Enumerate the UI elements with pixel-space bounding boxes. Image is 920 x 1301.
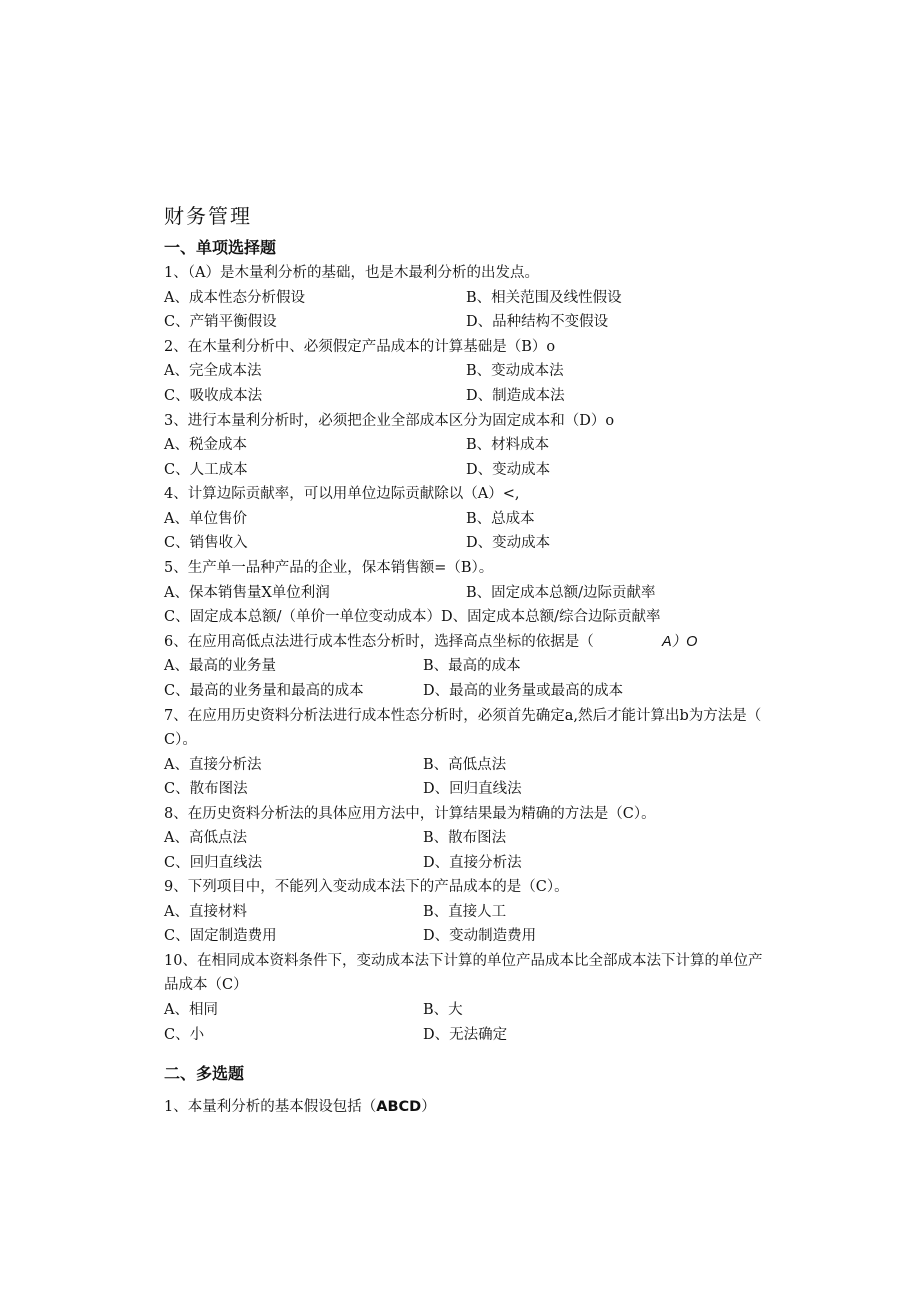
- question-3-option-b: B、材料成本: [466, 437, 550, 453]
- question-10-stem-continued: 品成本（C）: [164, 977, 248, 993]
- question-8-option-b: B、散布图法: [423, 830, 507, 846]
- question-1-option-a: A、成本性态分析假设: [164, 290, 305, 306]
- question-7-option-a: A、直接分析法: [164, 757, 262, 773]
- question-1-option-d: D、品种结构不变假设: [466, 314, 609, 330]
- question-9-option-b: B、直接人工: [423, 904, 507, 920]
- question-6-answer: A）O: [662, 634, 698, 650]
- question-6-option-c: C、最高的业务量和最高的成本: [164, 683, 364, 699]
- question-4-option-d: D、变动成本: [466, 535, 551, 551]
- question-10-option-d: D、无法确定: [423, 1027, 508, 1043]
- question-8-stem: 8、在历史资料分析法的具体应用方法中，计算结果最为精确的方法是（C）。: [164, 806, 656, 822]
- question-5-option-a: A、保本销售量X单位利润: [164, 585, 330, 601]
- question-7-option-d: D、回归直线法: [423, 781, 522, 797]
- question-5-option-b: B、固定成本总额/边际贡献率: [466, 585, 656, 601]
- question-4-option-c: C、销售收入: [164, 535, 248, 551]
- question-9-option-d: D、变动制造费用: [423, 928, 537, 944]
- question-3-option-c: C、人工成本: [164, 462, 248, 478]
- question-5-options-c-d: C、固定成本总额/（单价一单位变动成本）D、固定成本总额/综合边际贡献率: [164, 609, 661, 625]
- question-2-option-d: D、制造成本法: [466, 388, 565, 404]
- question-4-option-b: B、总成本: [466, 511, 535, 527]
- question-2-option-c: C、吸收成本法: [164, 388, 263, 404]
- question-8-option-a: A、高低点法: [164, 830, 247, 846]
- question-7-stem: 7、在应用历史资料分析法进行成本性态分析时，必须首先确定a,然后才能计算出b为方法是（: [164, 708, 762, 724]
- question-9-option-c: C、固定制造费用: [164, 928, 277, 944]
- question-2-stem: 2、在木量利分析中、必须假定产品成本的计算基础是（B）o: [164, 339, 556, 355]
- question-8-option-c: C、回归直线法: [164, 855, 263, 871]
- question-3-option-d: D、变动成本: [466, 462, 551, 478]
- question-3-option-a: A、税金成本: [164, 437, 247, 453]
- section-heading-multiple-choice: 二、多选题: [164, 1064, 245, 1083]
- question-10-stem: 10、在相同成本资料条件下，变动成本法下计算的单位产品成本比全部成本法下计算的单位产: [164, 953, 763, 969]
- question-4-option-a: A、单位售价: [164, 511, 247, 527]
- question-10-option-b: B、大: [423, 1002, 463, 1018]
- question-6-option-b: B、最高的成本: [423, 658, 521, 674]
- question-1-stem: 1、（A）是木量利分析的基础，也是木最利分析的出发点。: [164, 265, 539, 281]
- question-1-option-c: C、产销平衡假设: [164, 314, 277, 330]
- multi-question-1-text: 1、本量利分析的基本假设包括（: [164, 1099, 377, 1115]
- question-1-option-b: B、相关范围及线性假设: [466, 290, 622, 306]
- question-3-stem: 3、进行本量利分析时，必须把企业全部成本区分为固定成本和（D）o: [164, 413, 615, 429]
- question-4-stem: 4、计算边际贡献率，可以用单位边际贡献除以（A）<,: [164, 486, 520, 502]
- question-7-option-b: B、高低点法: [423, 757, 507, 773]
- question-7-option-c: C、散布图法: [164, 781, 248, 797]
- question-6-stem: 6、在应用高低点法进行成本性态分析时，选择高点坐标的依据是（: [164, 634, 594, 650]
- question-5-stem: 5、生产单一品种产品的企业，保本销售额=（B）。: [164, 560, 494, 576]
- question-9-stem: 9、下列项目中，不能列入变动成本法下的产品成本的是（C）。: [164, 879, 569, 895]
- question-6-option-a: A、最高的业务量: [164, 658, 276, 674]
- question-8-option-d: D、直接分析法: [423, 855, 522, 871]
- question-6-option-d: D、最高的业务量或最高的成本: [423, 683, 624, 699]
- question-9-option-a: A、直接材料: [164, 904, 247, 920]
- page-title: 财务管理: [164, 204, 252, 228]
- question-2-option-a: A、完全成本法: [164, 363, 262, 379]
- question-2-option-b: B、变动成本法: [466, 363, 564, 379]
- section-heading-single-choice: 一、单项选择题: [164, 238, 277, 257]
- multi-question-1-answer: ABCD: [376, 1099, 422, 1115]
- question-10-option-c: C、小: [164, 1027, 205, 1043]
- multi-question-1-close: ）: [421, 1099, 436, 1115]
- question-7-stem-continued: C）。: [164, 732, 197, 748]
- question-10-option-a: A、相同: [164, 1002, 218, 1018]
- multi-question-1-stem: [164, 1097, 436, 1117]
